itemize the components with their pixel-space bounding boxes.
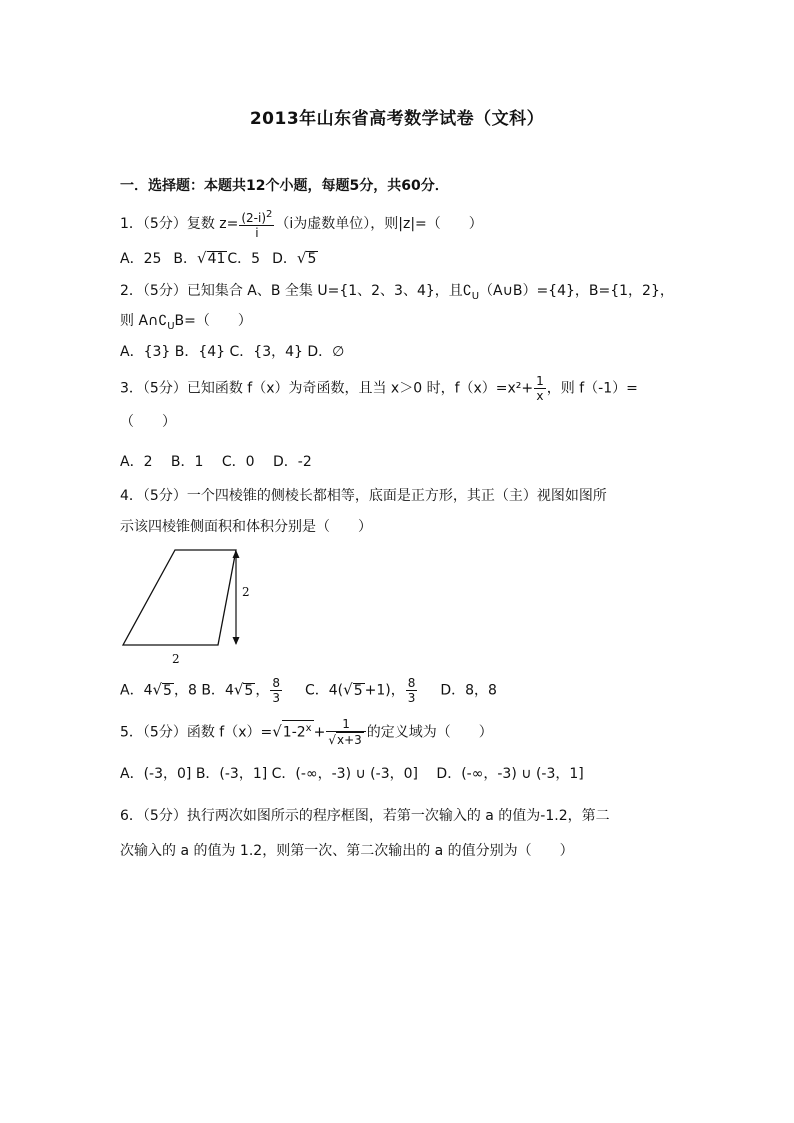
q5-frac-den-radicand: x+3 <box>336 733 362 747</box>
q1-option-c: C．5 <box>227 251 261 267</box>
q2-line1-sub: U <box>471 290 480 302</box>
question-2-cont <box>120 311 252 337</box>
q1-options <box>120 248 318 269</box>
q4-option-b-den: 3 <box>272 691 280 705</box>
q1-suffix: （i为虚数单位），则|z|=（ ） <box>275 216 483 232</box>
q3-line1: 3．（5分）已知函数 f（x）为奇函数，且当 x＞0 时，f（x）=x²+ <box>120 380 534 397</box>
q3-fraction <box>534 374 546 403</box>
question-1 <box>120 208 483 240</box>
q2-options: A．{3} B．{4} C．{3，4} D．∅ <box>120 344 345 360</box>
sqrt-icon: √ <box>197 249 207 267</box>
question-4-cont: 示该四棱锥侧面积和体积分别是（ ） <box>120 519 372 535</box>
sqrt-icon: √ <box>296 249 307 267</box>
q4-option-c-rest: +1)， <box>364 682 405 699</box>
question-6: 6．（5分）执行两次如图所示的程序框图，若第一次输入的 a 的值为-1.2，第二 <box>120 808 610 824</box>
q4-option-c-coef: 4( <box>328 682 344 699</box>
q5-suffix: 的定义域为（ ） <box>366 724 493 741</box>
q1-frac-exp: 2 <box>266 209 273 220</box>
question-3-cont: （ ） <box>120 414 176 430</box>
triangle-outline <box>123 550 236 645</box>
q4-option-a-radicand: 5 <box>163 682 172 699</box>
arrow-up-icon <box>233 550 240 558</box>
q1-option-b-radicand: 41 <box>207 251 226 267</box>
question-6-cont: 次输入的 a 的值为 1.2，则第一次、第二次输出的 a 的值分别为（ ） <box>120 843 574 859</box>
q4-option-c-radicand: 5 <box>353 682 363 699</box>
arrow-down-icon <box>233 637 240 645</box>
q4-option-b-fraction <box>270 676 282 705</box>
q3-frac-num: 1 <box>536 374 544 388</box>
q2-line2: 则 A∩∁ <box>120 313 168 329</box>
q1-option-a: A．25 <box>120 251 162 267</box>
front-view-figure <box>118 545 258 670</box>
question-2 <box>120 281 674 307</box>
q5-frac-den <box>326 732 365 748</box>
q4-option-c: C． <box>304 682 329 699</box>
q4-option-c-num: 8 <box>407 676 416 690</box>
q1-option-d-radicand: 5 <box>307 251 317 267</box>
q1-frac-num: (2-i) <box>241 211 267 225</box>
q2-line1: 2．（5分）已知集合 A、B 全集 U={1、2、3、4}，且∁ <box>120 283 472 299</box>
section-heading: 一．选择题：本题共12个小题，每题5分，共60分． <box>120 178 449 194</box>
q5-plus: + <box>313 724 326 741</box>
q5-options: A．(-3，0] B．(-3，1] C．(-∞，-3) ∪ (-3，0] D．(-∞，-3) ∪ (-3，1] <box>120 766 584 782</box>
sqrt-icon: √ <box>343 680 353 699</box>
height-label: 2 <box>242 585 250 599</box>
q4-option-c-den: 3 <box>407 691 416 705</box>
q5-radicand-1: 1-2 <box>282 724 306 741</box>
q5-prefix: 5．（5分）函数 f（x）= <box>120 724 273 741</box>
q1-option-d: D． <box>272 251 297 267</box>
q2-line2-sub: U <box>167 320 175 332</box>
q2-line1-rest: （A∪B）={4}，B={1，2}， <box>479 283 674 299</box>
q5-fraction <box>326 717 365 748</box>
q3-options: A．2 B．1 C．0 D．-2 <box>120 454 312 470</box>
question-3 <box>120 374 638 403</box>
q4-option-a: A．4 <box>120 682 153 699</box>
q1-fraction <box>239 208 274 240</box>
q2-line2-rest: B=（ ） <box>174 313 252 329</box>
sqrt-icon: √ <box>233 680 244 699</box>
q4-option-b-coef: 4 <box>224 682 234 699</box>
question-4: 4．（5分）一个四棱锥的侧棱长都相等，底面是正方形，其正（主）视图如图所 <box>120 488 607 504</box>
q3-frac-den: x <box>536 389 544 403</box>
q4-option-c-fraction <box>406 676 418 705</box>
exam-title: 2013年山东省高考数学试卷（文科） <box>249 109 545 129</box>
q4-option-b-num: 8 <box>272 676 280 690</box>
q4-option-b-radicand: 5 <box>244 682 254 699</box>
q5-frac-num: 1 <box>326 717 365 732</box>
sqrt-icon: √ <box>152 680 163 699</box>
q4-options <box>120 676 497 705</box>
q4-option-b-rest: ， <box>255 682 270 699</box>
q3-line1-rest: ，则 f（-1）= <box>546 380 638 397</box>
q5-radicand-1-exp: x <box>305 722 312 734</box>
sqrt-icon: √ <box>272 722 282 741</box>
q5-radical-1 <box>282 720 314 741</box>
sqrt-icon: √ <box>328 733 336 747</box>
question-5 <box>120 717 493 748</box>
q1-option-b: B． <box>173 251 198 267</box>
q1-prefix: 1．（5分）复数 z= <box>120 216 239 232</box>
q4-option-a-rest: ，8 B． <box>173 682 225 699</box>
q4-option-d: D．8，8 <box>440 682 497 699</box>
q1-frac-den: i <box>255 226 259 240</box>
base-label: 2 <box>172 652 180 666</box>
